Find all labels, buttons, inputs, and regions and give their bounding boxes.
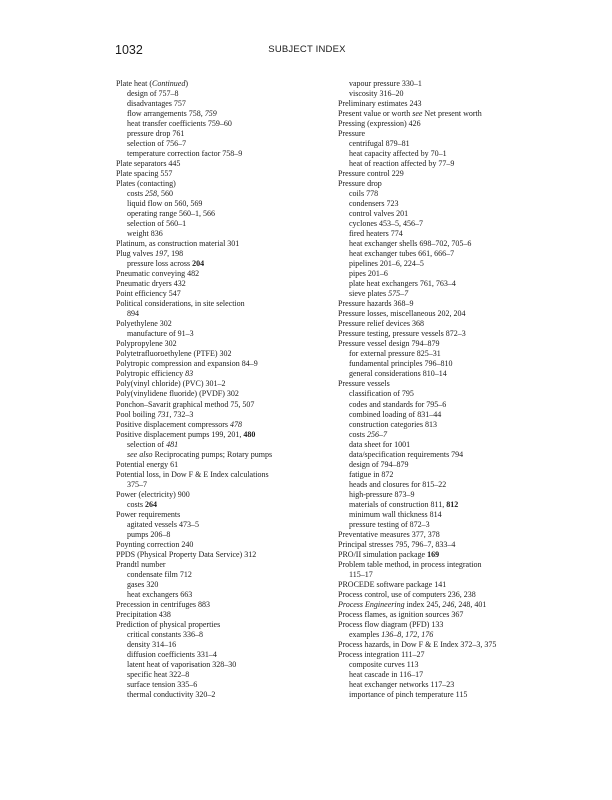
index-subentry — [116, 209, 334, 219]
index-subentry — [338, 219, 508, 229]
index-text: Plate heat ( — [116, 79, 152, 88]
index-text: agitated vessels 473–5 — [127, 519, 199, 529]
index-subentry — [338, 480, 508, 490]
index-text: design of 794–879 — [349, 459, 409, 469]
index-text: pressure loss across — [127, 259, 193, 269]
index-text: specific heat 322–8 — [127, 669, 190, 679]
index-entry — [116, 289, 334, 299]
index-subentry — [116, 630, 334, 640]
index-text: heat exchanger shells 698–702, 705–6 — [349, 239, 472, 249]
index-entry — [116, 359, 334, 369]
index-subentry — [338, 510, 508, 520]
index-text: Preliminary estimates 243 — [338, 99, 422, 109]
index-text: liquid flow on 560, 569 — [127, 199, 203, 209]
index-column-right — [338, 79, 508, 700]
index-entry — [338, 600, 508, 610]
index-entry — [116, 470, 334, 480]
index-text: PROCEDE software package 141 — [338, 579, 447, 589]
index-subentry — [338, 89, 508, 99]
index-text: , 248, 401 — [454, 599, 487, 609]
index-subentry — [338, 139, 508, 149]
index-text: heat capacity affected by 70–1 — [349, 149, 447, 159]
index-entry — [338, 560, 508, 570]
index-subentry — [116, 670, 334, 680]
index-subentry — [338, 660, 508, 670]
index-subentry — [116, 680, 334, 690]
index-entry — [116, 600, 334, 610]
index-text: minimum wall thickness 814 — [349, 509, 442, 519]
index-entry — [116, 510, 334, 520]
index-text: Polyethylene 302 — [116, 319, 172, 329]
index-subentry — [338, 279, 508, 289]
index-text: heat of reaction affected by 77–9 — [349, 159, 455, 169]
index-text: Process flow diagram (PFD) 133 — [338, 619, 444, 629]
index-entry — [116, 179, 334, 189]
index-entry — [116, 389, 334, 399]
index-entry — [338, 339, 508, 349]
index-text: Process hazards, in Dow F & E Index 372–3, 375 — [338, 639, 497, 649]
index-entry — [116, 560, 334, 570]
index-subentry — [116, 129, 334, 139]
index-text: costs — [349, 429, 367, 439]
index-subentry — [116, 109, 334, 119]
index-text: general considerations 810–14 — [349, 369, 447, 379]
index-text: latent heat of vaporisation 328–30 — [127, 659, 237, 669]
index-text: Platinum, as construction material 301 — [116, 239, 240, 249]
index-text: sieve plates — [349, 289, 389, 299]
index-entry — [338, 550, 508, 560]
index-text: Pneumatic conveying 482 — [116, 269, 200, 279]
index-text: 759 — [204, 109, 217, 119]
index-text: classification of 795 — [349, 389, 414, 399]
index-text: disadvantages 757 — [127, 99, 186, 109]
index-text: costs — [127, 189, 145, 199]
index-subentry — [116, 450, 334, 460]
index-subentry — [338, 680, 508, 690]
index-subentry — [338, 269, 508, 279]
index-subentry — [116, 640, 334, 650]
index-text: Poly(vinylidene fluoride) (PVDF) 302 — [116, 389, 239, 399]
index-entry — [116, 279, 334, 289]
index-text: 136–8, 172, 176 — [381, 629, 434, 639]
index-text: materials of construction 811, — [349, 499, 447, 509]
index-entry — [116, 159, 334, 169]
index-text: composite curves 113 — [349, 659, 419, 669]
index-subentry — [338, 209, 508, 219]
index-text: Plate spacing 557 — [116, 169, 173, 179]
index-text: Poly(vinyl chloride) (PVC) 301–2 — [116, 379, 226, 389]
index-text: selection of 756–7 — [127, 139, 187, 149]
index-subentry — [116, 520, 334, 530]
index-text: codes and standards for 795–6 — [349, 399, 447, 409]
index-subentry — [338, 159, 508, 169]
index-entry — [338, 540, 508, 550]
index-entry — [338, 129, 508, 139]
index-text: construction categories 813 — [349, 419, 437, 429]
index-subentry — [338, 430, 508, 440]
index-subentry — [338, 189, 508, 199]
index-subentry — [116, 590, 334, 600]
index-entry — [338, 590, 508, 600]
index-entry — [116, 410, 334, 420]
index-text: 894 — [127, 309, 139, 319]
index-text: pumps 206–8 — [127, 529, 171, 539]
index-text: 204 — [192, 259, 205, 269]
index-text: Present value or worth — [338, 109, 413, 119]
index-subentry — [338, 199, 508, 209]
index-text: Net present worth — [422, 109, 482, 119]
index-text: fired heaters 774 — [349, 229, 403, 239]
index-text: heat transfer coefficients 759–60 — [127, 119, 232, 129]
index-subentry — [338, 460, 508, 470]
index-text: Political considerations, in site selection — [116, 299, 245, 309]
index-text: pipes 201–6 — [349, 269, 388, 279]
index-subentry — [338, 400, 508, 410]
index-subentry — [116, 199, 334, 209]
index-text: Pressure relief devices 368 — [338, 319, 424, 329]
index-text: Potential loss, in Dow F & E Index calculations — [116, 469, 269, 479]
index-text: fatigue in 872 — [349, 469, 394, 479]
index-entry — [116, 249, 334, 259]
index-subentry — [116, 189, 334, 199]
index-entry — [338, 309, 508, 319]
index-text: condensers 723 — [349, 199, 399, 209]
index-entry — [116, 79, 334, 89]
index-subentry — [338, 520, 508, 530]
index-entry — [338, 169, 508, 179]
index-text: heat exchangers 663 — [127, 589, 193, 599]
index-text: Power requirements — [116, 509, 181, 519]
index-text: examples — [349, 629, 382, 639]
index-text: heat cascade in 116–17 — [349, 669, 424, 679]
index-text: diffusion coefficients 331–4 — [127, 649, 217, 659]
running-head-title: SUBJECT INDEX — [268, 44, 346, 55]
index-text: 812 — [446, 499, 459, 509]
index-text: Precession in centrifuges 883 — [116, 599, 210, 609]
index-text: heads and closures for 815–22 — [349, 479, 447, 489]
index-subentry — [338, 630, 508, 640]
index-text: Continued — [151, 79, 186, 88]
index-text: 731 — [157, 409, 170, 419]
index-subentry — [116, 229, 334, 239]
index-text: importance of pinch temperature 115 — [349, 689, 468, 699]
index-entry — [338, 620, 508, 630]
index-subentry — [116, 660, 334, 670]
index-text: 246 — [442, 599, 455, 609]
index-text: , 560 — [157, 189, 173, 199]
index-text: Pressure hazards 368–9 — [338, 299, 414, 309]
index-entry — [338, 299, 508, 309]
index-text: 264 — [145, 499, 157, 509]
index-entry — [338, 109, 508, 119]
index-entry — [116, 379, 334, 389]
index-subentry — [116, 149, 334, 159]
index-entry — [116, 169, 334, 179]
index-text: surface tension 335–6 — [127, 679, 198, 689]
index-subentry — [116, 89, 334, 99]
index-subentry — [116, 580, 334, 590]
index-text: Plug valves — [116, 249, 156, 259]
index-text: Precipitation 438 — [116, 609, 171, 619]
index-text: Pressure control 229 — [338, 169, 404, 179]
index-text: Polytropic compression and expansion 84–9 — [116, 359, 258, 369]
index-entry — [338, 319, 508, 329]
index-text: data/specification requirements 794 — [349, 449, 464, 459]
index-subentry — [338, 149, 508, 159]
index-entry-continuation — [338, 570, 508, 580]
index-text: Point efficiency 547 — [116, 289, 181, 299]
index-entry — [116, 400, 334, 410]
index-subentry — [116, 139, 334, 149]
index-subentry — [338, 670, 508, 680]
index-subentry — [338, 229, 508, 239]
index-text: selection of — [127, 439, 167, 449]
index-subentry — [116, 530, 334, 540]
index-text: for external pressure 825–31 — [349, 349, 441, 359]
index-text: flow arrangements 758, — [127, 109, 205, 119]
index-subentry — [338, 410, 508, 420]
index-text: pipelines 201–6, 224–5 — [349, 259, 424, 269]
index-subentry — [116, 440, 334, 450]
index-entry — [116, 610, 334, 620]
index-subentry — [116, 690, 334, 700]
index-subentry — [116, 500, 334, 510]
index-text: high-pressure 873–9 — [349, 489, 415, 499]
index-text: Pressure vessel design 794–879 — [338, 339, 440, 349]
index-entry — [116, 369, 334, 379]
index-text: PPDS (Physical Property Data Service) 312 — [116, 549, 257, 559]
index-subentry — [116, 119, 334, 129]
index-text: 256–7 — [367, 429, 387, 439]
index-subentry — [338, 450, 508, 460]
index-text: critical constants 336–8 — [127, 629, 203, 639]
index-text: Polytropic efficiency — [116, 369, 186, 379]
index-text: 375–7 — [127, 479, 147, 489]
index-text: 197 — [155, 249, 168, 259]
index-subentry — [116, 650, 334, 660]
index-text: 481 — [166, 439, 179, 449]
index-text: Preventative measures 377, 378 — [338, 529, 440, 539]
index-entry — [338, 530, 508, 540]
index-text: 575–7 — [388, 289, 409, 299]
page-number: 1032 — [115, 43, 143, 57]
index-subentry — [338, 249, 508, 259]
index-entry — [116, 269, 334, 279]
index-text: Poynting correction 240 — [116, 539, 194, 549]
index-subentry — [338, 690, 508, 700]
index-text: temperature correction factor 758–9 — [127, 149, 243, 159]
index-text: Process integration 111–27 — [338, 649, 425, 659]
index-subentry — [116, 570, 334, 580]
index-text: index 245, — [404, 599, 443, 609]
index-entry — [116, 319, 334, 329]
index-text: Process flames, as ignition sources 367 — [338, 609, 464, 619]
index-text: Positive displacement compressors — [116, 419, 230, 429]
index-text: Process control, use of computers 236, 238 — [338, 589, 476, 599]
index-entry — [338, 640, 508, 650]
index-text: PRO/II simulation package — [338, 549, 428, 559]
index-text: Power (electricity) 900 — [116, 489, 190, 499]
index-entry — [116, 540, 334, 550]
index-subentry — [338, 369, 508, 379]
index-text: design of 757–8 — [127, 89, 179, 99]
index-entry — [116, 620, 334, 630]
index-text: viscosity 316–20 — [349, 89, 404, 99]
index-text: cyclones 453–5, 456–7 — [349, 219, 423, 229]
index-text: pressure testing of 872–3 — [349, 519, 430, 529]
index-text: Pressing (expression) 426 — [338, 119, 421, 129]
index-text: gases 320 — [127, 579, 159, 589]
index-text: Pressure vessels — [338, 379, 390, 389]
index-subentry — [116, 219, 334, 229]
index-text: Plates (contacting) — [116, 179, 176, 189]
index-text: heat exchanger networks 117–23 — [349, 679, 455, 689]
index-text: Positive displacement pumps 199, 201, — [116, 429, 244, 439]
index-text: , 198 — [167, 249, 184, 259]
index-subentry — [338, 349, 508, 359]
index-subentry — [338, 389, 508, 399]
index-text: centrifugal 879–81 — [349, 139, 410, 149]
index-entry — [338, 610, 508, 620]
index-text: Pressure testing, pressure vessels 872–3 — [338, 329, 466, 339]
index-entry — [338, 179, 508, 189]
index-text: see also — [127, 449, 153, 459]
index-text: Polytetrafluoroethylene (PTFE) 302 — [116, 349, 232, 359]
index-subentry — [338, 359, 508, 369]
index-text: 83 — [185, 369, 194, 379]
index-entry — [338, 580, 508, 590]
index-text: density 314–16 — [127, 639, 177, 649]
index-text: Ponchon–Savarit graphical method 75, 507 — [116, 399, 255, 409]
index-text: Problem table method, in process integration — [338, 559, 482, 569]
index-text: Process Engineering — [338, 599, 405, 609]
index-text: Pool boiling — [116, 409, 158, 419]
index-entry — [338, 650, 508, 660]
index-text: Pressure — [338, 129, 366, 139]
index-text: 169 — [427, 549, 440, 559]
index-subentry — [338, 420, 508, 430]
index-text: 115–17 — [349, 569, 373, 579]
index-text: pressure drop 761 — [127, 129, 185, 139]
index-subentry — [116, 99, 334, 109]
index-text: ) — [185, 79, 188, 88]
index-text: weight 836 — [127, 229, 163, 239]
index-text: Polypropylene 302 — [116, 339, 177, 349]
index-text: coils 778 — [349, 189, 379, 199]
index-text: data sheet for 1001 — [349, 439, 411, 449]
index-text: 258 — [145, 189, 157, 199]
index-entry — [116, 339, 334, 349]
index-subentry — [338, 289, 508, 299]
index-subentry — [338, 500, 508, 510]
index-text: 478 — [229, 419, 242, 429]
index-text: see — [412, 109, 423, 119]
index-entry — [338, 379, 508, 389]
index-text: Pressure drop — [338, 179, 382, 189]
index-entry — [116, 490, 334, 500]
index-subentry — [116, 329, 334, 339]
index-entry — [116, 349, 334, 359]
index-text: Potential energy 61 — [116, 459, 179, 469]
index-entry — [116, 420, 334, 430]
index-text: selection of 560–1 — [127, 219, 187, 229]
index-subentry — [338, 259, 508, 269]
index-text: costs — [127, 499, 145, 509]
index-text: , 732–3 — [169, 409, 194, 419]
index-text: thermal conductivity 320–2 — [127, 689, 216, 699]
index-text: condensate film 712 — [127, 569, 192, 579]
index-text: Reciprocating pumps; Rotary pumps — [152, 449, 273, 459]
index-text: Principal stresses 795, 796–7, 833–4 — [338, 539, 456, 549]
page-header — [115, 43, 499, 57]
index-text: 480 — [243, 429, 256, 439]
index-entry-continuation — [116, 309, 334, 319]
index-text: plate heat exchangers 761, 763–4 — [349, 279, 456, 289]
index-subentry — [338, 490, 508, 500]
index-entry — [116, 460, 334, 470]
index-entry — [338, 329, 508, 339]
index-text: Prediction of physical properties — [116, 619, 221, 629]
index-text: control valves 201 — [349, 209, 409, 219]
index-text: operating range 560–1, 566 — [127, 209, 215, 219]
index-entry — [338, 99, 508, 109]
index-entry — [116, 550, 334, 560]
index-subentry — [338, 470, 508, 480]
index-text: heat exchanger tubes 661, 666–7 — [349, 249, 455, 259]
index-text: Prandtl number — [116, 559, 166, 569]
index-subentry — [116, 259, 334, 269]
index-entry — [116, 299, 334, 309]
index-subentry — [338, 440, 508, 450]
index-entry — [116, 430, 334, 440]
index-text: Pressure losses, miscellaneous 202, 204 — [338, 309, 466, 319]
index-subentry — [338, 79, 508, 89]
index-entry-continuation — [116, 480, 334, 490]
index-text: Plate separators 445 — [116, 159, 181, 169]
index-entry — [338, 119, 508, 129]
index-text: manufacture of 91–3 — [127, 329, 194, 339]
index-text: combined loading of 831–44 — [349, 409, 442, 419]
index-entry — [116, 239, 334, 249]
index-column-left — [116, 79, 334, 700]
index-text: Pneumatic dryers 432 — [116, 279, 186, 289]
index-text: fundamental principles 796–810 — [349, 359, 453, 369]
index-subentry — [338, 239, 508, 249]
index-text: vapour pressure 330–1 — [349, 79, 422, 88]
